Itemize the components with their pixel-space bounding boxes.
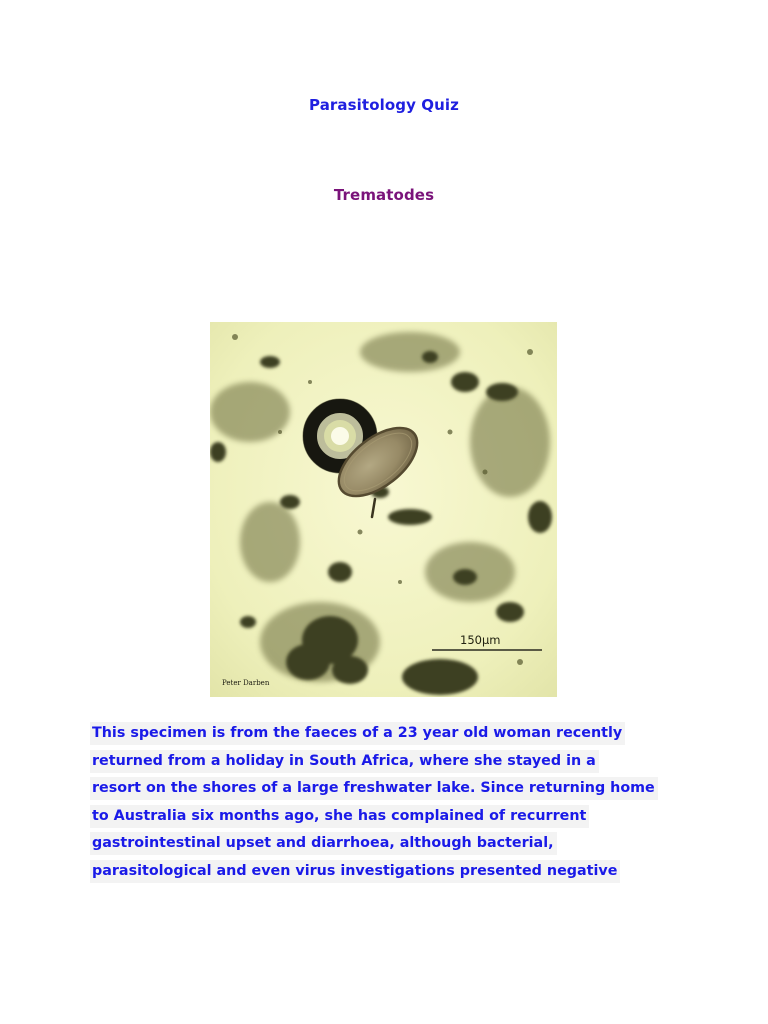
case-description — [90, 722, 730, 887]
case-line: to Australia six months ago, she has complained of recurrent — [90, 805, 589, 828]
micrograph-drawing — [210, 322, 557, 697]
topic-heading: Trematodes — [333, 186, 435, 204]
case-line: gastrointestinal upset and diarrhoea, although bacterial, — [90, 832, 557, 855]
case-line: resort on the shores of a large freshwater lake. Since returning home — [90, 777, 658, 800]
page-title: Parasitology Quiz — [309, 96, 459, 114]
case-line: parasitological and even virus investigations presented negative — [90, 860, 620, 883]
scale-bar-label: 150µm — [460, 633, 501, 647]
case-line: This specimen is from the faeces of a 23 year old woman recently — [90, 722, 625, 745]
micrograph-image — [210, 322, 557, 697]
photo-credit: Peter Darben — [222, 679, 270, 687]
case-line: returned from a holiday in South Africa, where she stayed in a — [90, 750, 599, 773]
